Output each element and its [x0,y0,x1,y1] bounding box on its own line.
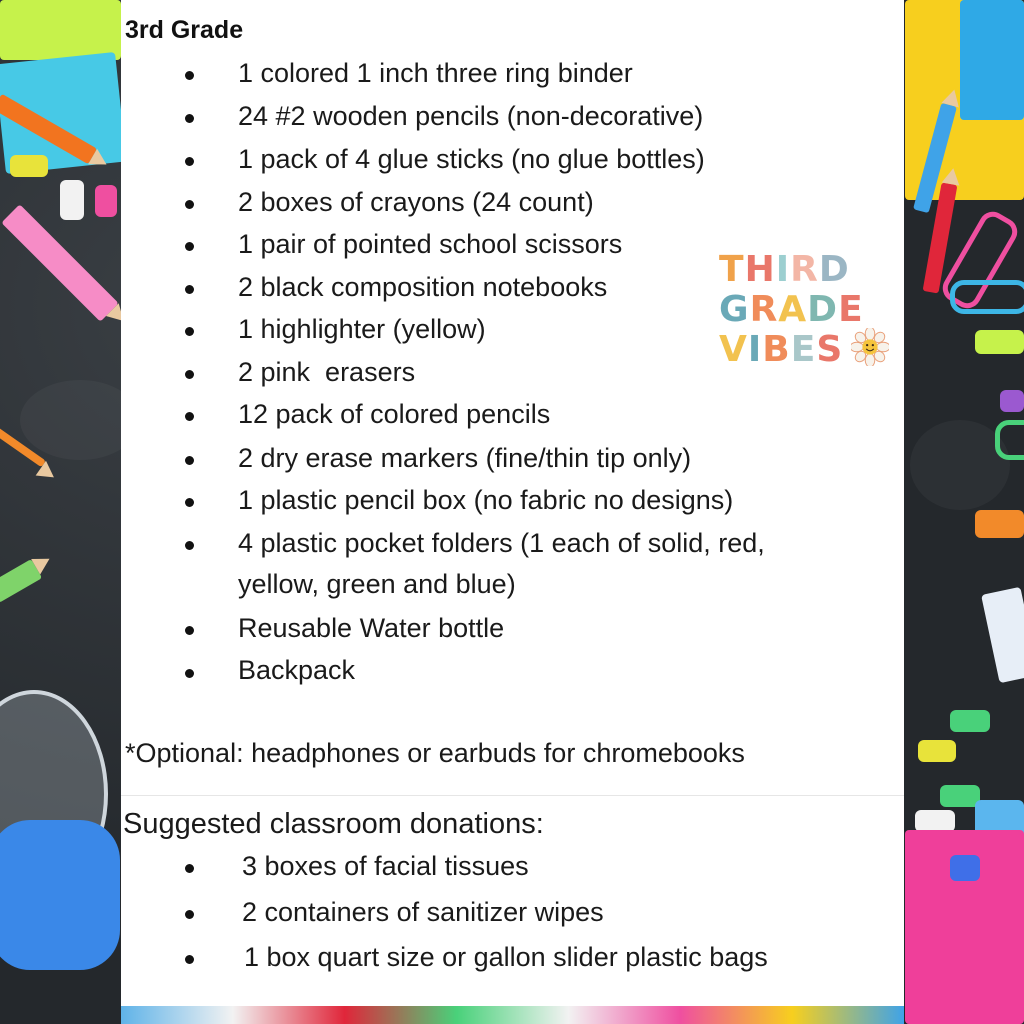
list-item-text: 1 colored 1 inch three ring binder [238,58,633,88]
bullet-icon [185,200,194,209]
logo-letter: I [775,249,791,290]
bullet-icon [185,910,194,919]
bullet-icon [185,327,194,336]
pushpin-decoration [950,710,990,732]
pushpin-decoration [95,185,117,217]
list-item-text: Backpack [238,655,356,685]
list-item-text: 2 containers of sanitizer wipes [242,897,604,927]
list-item-text: 1 pack of 4 glue sticks (no glue bottles) [238,144,705,174]
bullet-icon [185,412,194,421]
logo-letter: G [719,289,750,330]
list-item-text: 2 black composition notebooks [238,272,608,302]
list-item-text: Reusable Water bottle [238,613,505,643]
paperclip-decoration [950,280,1024,314]
grade-heading: 3rd Grade [125,16,244,44]
paperclip-decoration [995,420,1024,460]
bullet-icon [185,626,194,635]
daisy-icon [851,328,889,366]
logo-letter: V [719,329,748,370]
logo-letter: I [747,329,763,370]
list-item-text: 12 pack of colored pencils [238,399,551,429]
list-item-text: 3 boxes of facial tissues [242,851,529,881]
third-grade-vibes-logo [719,250,899,370]
bullet-icon [185,955,194,964]
list-item-text: 4 plastic pocket folders (1 each of solid, red, [238,528,765,558]
logo-letter: R [749,289,779,330]
logo-letter: E [838,289,864,330]
pushpin-decoration [950,855,980,881]
list-item-text: 1 highlighter (yellow) [238,314,486,344]
supply-list-sheet [121,0,904,1006]
logo-line-1 [719,250,899,290]
logo-letter: A [778,289,808,330]
list-item-text: 2 boxes of crayons (24 count) [238,187,594,217]
pushpin-decoration [10,155,48,177]
pushpin-decoration [915,810,955,832]
logo-letter: H [744,249,776,290]
optional-note: *Optional: headphones or earbuds for chromebooks [125,738,745,768]
logo-letter: S [816,329,844,370]
list-item-continuation: yellow, green and blue) [238,569,516,599]
section-divider [121,795,904,796]
list-item-text: 1 plastic pencil box (no fabric no designs) [238,485,734,515]
notebook-decoration [960,0,1024,120]
logo-letter: E [790,329,817,370]
logo-letter: T [719,249,745,290]
bullet-icon [185,498,194,507]
list-item-text: 2 pink erasers [238,357,416,387]
bullet-icon [185,242,194,251]
tape-dispenser-decoration [0,820,120,970]
sticky-note-decoration [0,0,121,60]
list-item-text: 1 pair of pointed school scissors [238,229,623,259]
bullet-icon [185,370,194,379]
bullet-icon [185,157,194,166]
bullet-icon [185,669,194,678]
bullet-icon [185,114,194,123]
bullet-icon [185,456,194,465]
logo-letter: D [818,249,850,290]
bullet-icon [185,285,194,294]
pushpin-decoration [918,740,956,762]
list-item-text: 2 dry erase markers (fine/thin tip only) [238,443,692,473]
list-item-text: 24 #2 wooden pencils (non-decorative) [238,101,704,131]
pushpin-decoration [1000,390,1024,412]
pushpin-decoration [940,785,980,807]
pushpin-decoration [975,330,1024,354]
bullet-icon [185,71,194,80]
logo-letter: B [762,329,791,370]
logo-line-2 [719,290,899,330]
pushpin-decoration [975,510,1024,538]
bullet-icon [185,541,194,550]
list-item-text: 1 box quart size or gallon slider plastic bags [244,942,768,972]
logo-letter: R [790,249,819,290]
bullet-icon [185,864,194,873]
donations-heading: Suggested classroom donations: [123,808,544,840]
supplies-strip-decoration [121,1006,904,1024]
logo-letter: D [807,289,839,330]
pushpin-decoration [60,180,84,220]
